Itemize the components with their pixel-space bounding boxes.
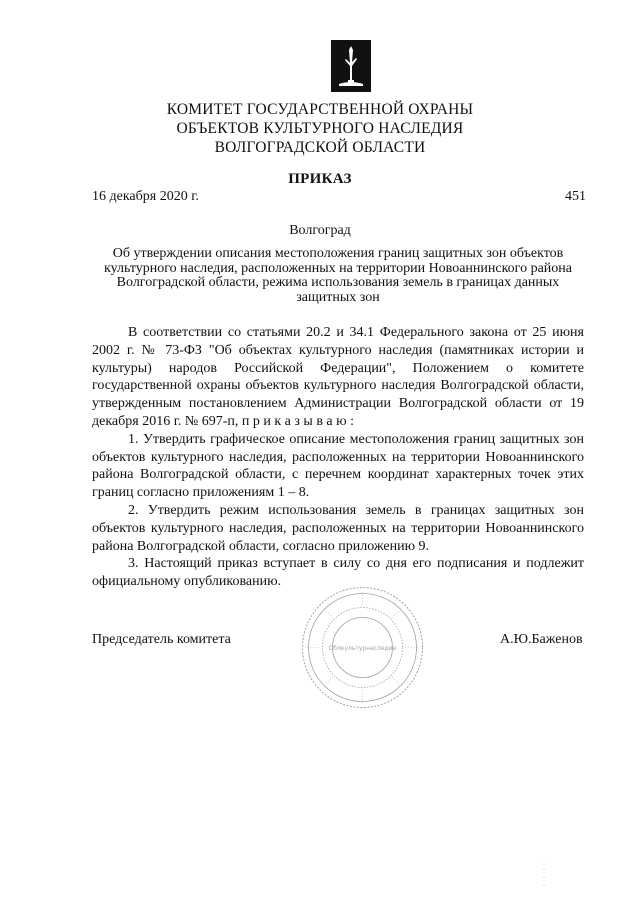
document-date: 16 декабря 2020 г. [92, 189, 199, 204]
header-line-2: ОБЪЕКТОВ КУЛЬТУРНОГО НАСЛЕДИЯ [176, 120, 464, 137]
signer-name: А.Ю.Баженов [500, 632, 583, 647]
document-city: Волгоград [289, 223, 351, 238]
order-item-3: 3. Настоящий приказ вступает в силу со дня его подписания и подлежит официальному опубликованию. [92, 556, 584, 590]
document-type: ПРИКАЗ [288, 171, 352, 187]
official-seal-icon [300, 585, 425, 710]
seal-center-text: Облкультурнаследие [328, 645, 397, 652]
organization-header [0, 100, 640, 157]
document-body [92, 324, 584, 591]
monument-emblem-icon [331, 40, 371, 92]
scan-mark [540, 860, 548, 888]
intro-paragraph: В соответствии со статьями 20.2 и 34.1 Федерального закона от 25 июня 2002 г. № 73-ФЗ "Об объектах культурного наследия (памятниках истории и культуры) народов Российской Федерации", Положением о комитете государственной охраны объектов культурного наследия Волгоградской области, утвержденным постановлением Администрации Волгоградской области от 19 декабря 2016 г. № 697-п, п р и к а з ы в а ю : [92, 325, 584, 429]
signer-position: Председатель комитета [92, 632, 231, 647]
header-line-1: КОМИТЕТ ГОСУДАРСТВЕННОЙ ОХРАНЫ [166, 101, 474, 118]
order-item-1: 1. Утвердить графическое описание местоположения границ защитных зон объектов культурного наследия, расположенных на территории Новоаннинского района Волгоградской области, с перечнем координат характерных точек этих границ согласно приложениям 1 – 8. [92, 431, 584, 501]
header-line-3: ВОЛГОГРАДСКОЙ ОБЛАСТИ [214, 139, 426, 156]
document-subject: Об утверждении описания местоположения границ защитных зон объектов культурного наследия, расположенных на территории Новоаннинского района Волгоградской области, режима использования земель в границах данных защитных зон [104, 246, 572, 305]
document-number: 451 [565, 189, 586, 204]
order-item-2: 2. Утвердить режим использования земель в границах защитных зон объектов культурного наследия, расположенных на территории Новоаннинского района Волгоградской области, согласно приложению 9. [92, 502, 584, 554]
